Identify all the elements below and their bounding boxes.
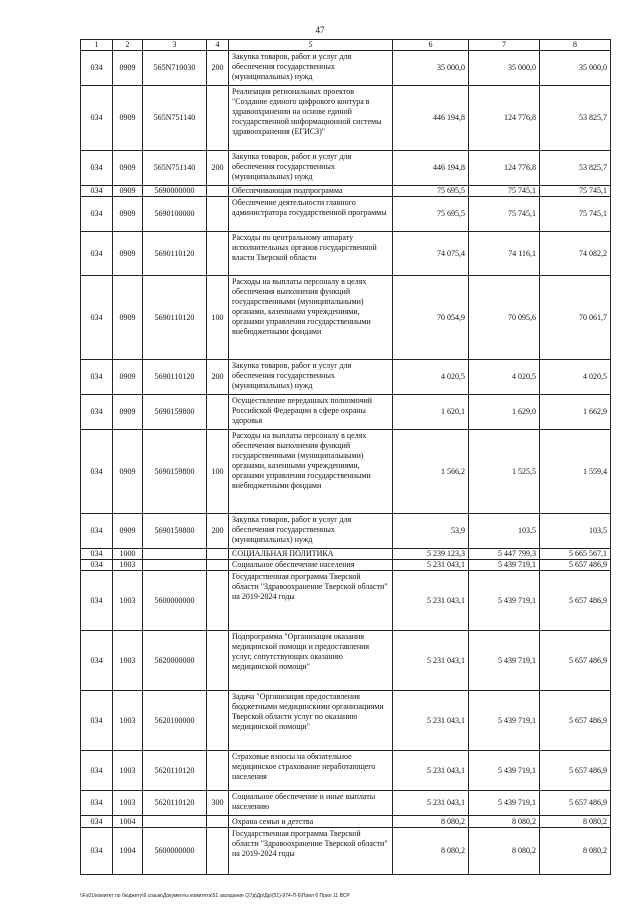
- cell-amount-year2: 8 080,2: [469, 816, 540, 828]
- table-row: [81, 751, 611, 791]
- cell-amount-year2: 5 439 719,1: [469, 751, 540, 791]
- cell-expense-type: [207, 631, 229, 691]
- cell-target-code: 5620110120: [143, 751, 207, 791]
- cell-admin-code: 034: [81, 571, 113, 631]
- table-row: [81, 430, 611, 514]
- cell-target-code: 565N751140: [143, 86, 207, 151]
- table-row: [81, 86, 611, 151]
- cell-amount-year3: 53 825,7: [540, 151, 611, 186]
- cell-expense-type: 300: [207, 791, 229, 816]
- cell-target-code: 5690159800: [143, 395, 207, 430]
- cell-amount-year2: 103,5: [469, 514, 540, 549]
- cell-admin-code: 034: [81, 791, 113, 816]
- cell-amount-year3: 5 657 486,9: [540, 631, 611, 691]
- cell-amount-year3: 8 080,2: [540, 828, 611, 875]
- cell-amount-year2: 35 000,0: [469, 51, 540, 86]
- cell-amount-year1: 53,9: [393, 514, 469, 549]
- cell-target-code: 5620000000: [143, 631, 207, 691]
- cell-amount-year3: 70 061,7: [540, 276, 611, 360]
- cell-amount-year1: 75 695,5: [393, 197, 469, 232]
- cell-name: Реализация региональных проектов "Создание единого цифрового контура в здравоохранении на основе единой государственной информационной системы здравоохранения (ЕГИСЗ)": [229, 86, 393, 151]
- cell-amount-year2: 70 095,6: [469, 276, 540, 360]
- cell-admin-code: 034: [81, 151, 113, 186]
- cell-amount-year3: 1 559,4: [540, 430, 611, 514]
- table-row: [81, 828, 611, 875]
- cell-target-code: 5620100000: [143, 691, 207, 751]
- table-row: [81, 197, 611, 232]
- cell-admin-code: 034: [81, 560, 113, 571]
- cell-section-code: 1003: [113, 691, 143, 751]
- cell-name: Государственная программа Тверской области "Здравоохранение Тверской области" на 2019-2024 годы: [229, 828, 393, 875]
- cell-section-code: 0909: [113, 360, 143, 395]
- cell-amount-year1: 5 231 043,1: [393, 631, 469, 691]
- cell-amount-year3: 35 000,0: [540, 51, 611, 86]
- cell-expense-type: [207, 571, 229, 631]
- cell-expense-type: 200: [207, 514, 229, 549]
- cell-admin-code: 034: [81, 514, 113, 549]
- cell-admin-code: 034: [81, 816, 113, 828]
- table-header-row: [81, 40, 611, 51]
- cell-admin-code: 034: [81, 691, 113, 751]
- cell-name: Закупка товаров, работ и услуг для обеспечения государственных (муниципальных) нужд: [229, 514, 393, 549]
- cell-name: Расходы на выплаты персоналу в целях обеспечения выполнения функций государственными (муниципальными) органами, казенными учреждениями, органами управления государственными внебюджетными фондами: [229, 430, 393, 514]
- cell-admin-code: 034: [81, 51, 113, 86]
- cell-target-code: 5600000000: [143, 571, 207, 631]
- cell-target-code: [143, 560, 207, 571]
- header-cell-5: 5: [229, 40, 393, 51]
- cell-amount-year3: 5 657 486,9: [540, 691, 611, 751]
- cell-amount-year1: 5 231 043,1: [393, 571, 469, 631]
- cell-expense-type: [207, 828, 229, 875]
- cell-name: Подпрограмма "Организация оказания медицинской помощи и предоставления услуг, сопутствующих оказанию медицинской помощи": [229, 631, 393, 691]
- cell-section-code: 1003: [113, 560, 143, 571]
- cell-amount-year2: 75 745,1: [469, 186, 540, 197]
- cell-expense-type: 200: [207, 360, 229, 395]
- cell-section-code: 1003: [113, 791, 143, 816]
- cell-section-code: 0909: [113, 51, 143, 86]
- cell-amount-year2: 124 776,8: [469, 86, 540, 151]
- table-row: [81, 151, 611, 186]
- cell-section-code: 1000: [113, 549, 143, 560]
- cell-section-code: 0909: [113, 276, 143, 360]
- cell-target-code: 5690110120: [143, 276, 207, 360]
- cell-amount-year3: 75 745,1: [540, 197, 611, 232]
- cell-section-code: 1003: [113, 631, 143, 691]
- cell-amount-year2: 5 439 719,1: [469, 791, 540, 816]
- cell-expense-type: [207, 560, 229, 571]
- table-body: [81, 40, 611, 875]
- cell-section-code: 0909: [113, 186, 143, 197]
- cell-target-code: 5690110120: [143, 360, 207, 395]
- cell-expense-type: [207, 395, 229, 430]
- table-row: [81, 360, 611, 395]
- cell-expense-type: 100: [207, 430, 229, 514]
- table-row: [81, 186, 611, 197]
- table-row: [81, 560, 611, 571]
- table-row: [81, 549, 611, 560]
- cell-name: Страховые взносы на обязательное медицинское страхование неработающего населения: [229, 751, 393, 791]
- cell-amount-year2: 5 439 719,1: [469, 571, 540, 631]
- cell-section-code: 1004: [113, 816, 143, 828]
- cell-name: Расходы на выплаты персоналу в целях обеспечения выполнения функций государственными (муниципальными) органами, казенными учреждениями, органами управления государственными внебюджетными фондами: [229, 276, 393, 360]
- cell-amount-year2: 5 439 719,1: [469, 560, 540, 571]
- cell-expense-type: [207, 232, 229, 276]
- cell-admin-code: 034: [81, 186, 113, 197]
- cell-admin-code: 034: [81, 828, 113, 875]
- cell-amount-year3: 5 657 486,9: [540, 751, 611, 791]
- cell-expense-type: [207, 197, 229, 232]
- cell-expense-type: [207, 549, 229, 560]
- cell-amount-year1: 74 075,4: [393, 232, 469, 276]
- table-row: [81, 571, 611, 631]
- table-row: [81, 232, 611, 276]
- cell-amount-year1: 1 566,2: [393, 430, 469, 514]
- cell-amount-year2: 1 629,0: [469, 395, 540, 430]
- cell-amount-year1: 35 000,0: [393, 51, 469, 86]
- cell-expense-type: [207, 186, 229, 197]
- cell-amount-year2: 8 080,2: [469, 828, 540, 875]
- cell-amount-year3: 103,5: [540, 514, 611, 549]
- cell-amount-year1: 8 080,2: [393, 816, 469, 828]
- cell-amount-year1: 446 194,8: [393, 151, 469, 186]
- table-row: [81, 691, 611, 751]
- cell-amount-year3: 5 657 486,9: [540, 571, 611, 631]
- cell-expense-type: [207, 691, 229, 751]
- cell-amount-year2: 75 745,1: [469, 197, 540, 232]
- cell-name: Социальное обеспечение и иные выплаты населению: [229, 791, 393, 816]
- cell-amount-year2: 1 525,5: [469, 430, 540, 514]
- cell-expense-type: 200: [207, 51, 229, 86]
- cell-amount-year2: 5 439 719,1: [469, 691, 540, 751]
- cell-target-code: 565N751140: [143, 151, 207, 186]
- page-number: 47: [315, 25, 325, 35]
- cell-amount-year1: 5 239 123,3: [393, 549, 469, 560]
- cell-amount-year1: 5 231 043,1: [393, 691, 469, 751]
- cell-amount-year2: 74 116,1: [469, 232, 540, 276]
- cell-amount-year1: 4 020,5: [393, 360, 469, 395]
- table-row: [81, 51, 611, 86]
- cell-amount-year1: 8 080,2: [393, 828, 469, 875]
- table-row: [81, 514, 611, 549]
- header-cell-4: 4: [207, 40, 229, 51]
- cell-admin-code: 034: [81, 86, 113, 151]
- table-row: [81, 276, 611, 360]
- cell-section-code: 0909: [113, 197, 143, 232]
- cell-amount-year3: 1 662,9: [540, 395, 611, 430]
- cell-target-code: 5690110120: [143, 232, 207, 276]
- cell-name: Социальное обеспечение населения: [229, 560, 393, 571]
- cell-name: Закупка товаров, работ и услуг для обеспечения государственных (муниципальных) нужд: [229, 151, 393, 186]
- cell-name: Государственная программа Тверской области "Здравоохранение Тверской области" на 2019-2024 годы: [229, 571, 393, 631]
- cell-expense-type: [207, 86, 229, 151]
- header-cell-8: 8: [540, 40, 611, 51]
- cell-amount-year2: 4 020,5: [469, 360, 540, 395]
- cell-amount-year2: 124 776,8: [469, 151, 540, 186]
- cell-section-code: 0909: [113, 86, 143, 151]
- cell-section-code: 0909: [113, 151, 143, 186]
- cell-target-code: [143, 549, 207, 560]
- cell-admin-code: 034: [81, 549, 113, 560]
- cell-admin-code: 034: [81, 631, 113, 691]
- cell-amount-year3: 74 082,2: [540, 232, 611, 276]
- budget-table: [80, 39, 611, 875]
- cell-amount-year2: 5 447 799,3: [469, 549, 540, 560]
- cell-section-code: 1003: [113, 751, 143, 791]
- cell-amount-year3: 5 665 567,1: [540, 549, 611, 560]
- cell-section-code: 1004: [113, 828, 143, 875]
- cell-amount-year3: 5 657 486,9: [540, 560, 611, 571]
- cell-admin-code: 034: [81, 395, 113, 430]
- cell-name: Охрана семьи и детства: [229, 816, 393, 828]
- header-cell-7: 7: [469, 40, 540, 51]
- cell-admin-code: 034: [81, 276, 113, 360]
- table-row: [81, 395, 611, 430]
- cell-target-code: [143, 816, 207, 828]
- cell-target-code: 565N710030: [143, 51, 207, 86]
- cell-amount-year1: 75 695,5: [393, 186, 469, 197]
- cell-expense-type: [207, 816, 229, 828]
- cell-target-code: 5690159800: [143, 430, 207, 514]
- cell-name: Задача "Организация предоставления бюджетными медицинскими организациями Тверской области услуг по оказанию медицинской помощи": [229, 691, 393, 751]
- cell-amount-year3: 8 080,2: [540, 816, 611, 828]
- cell-amount-year3: 53 825,7: [540, 86, 611, 151]
- cell-section-code: 0909: [113, 514, 143, 549]
- cell-section-code: 0909: [113, 395, 143, 430]
- cell-amount-year1: 446 194,8: [393, 86, 469, 151]
- cell-amount-year2: 5 439 719,1: [469, 631, 540, 691]
- cell-admin-code: 034: [81, 751, 113, 791]
- cell-target-code: 5690000000: [143, 186, 207, 197]
- table-row: [81, 631, 611, 691]
- cell-section-code: 1003: [113, 571, 143, 631]
- cell-name: Осуществление переданных полномочий Российской Федерации в сфере охраны здоровья: [229, 395, 393, 430]
- table-row: [81, 791, 611, 816]
- header-cell-1: 1: [81, 40, 113, 51]
- cell-section-code: 0909: [113, 430, 143, 514]
- cell-admin-code: 034: [81, 232, 113, 276]
- header-cell-6: 6: [393, 40, 469, 51]
- cell-name: Расходы по центральному аппарату исполнительных органов государственной власти Тверской области: [229, 232, 393, 276]
- cell-name: СОЦИАЛЬНАЯ ПОЛИТИКА: [229, 549, 393, 560]
- cell-admin-code: 034: [81, 360, 113, 395]
- cell-amount-year1: 5 231 043,1: [393, 751, 469, 791]
- cell-amount-year1: 1 620,1: [393, 395, 469, 430]
- cell-name: Обеспечение деятельности главного администратора государственной программы: [229, 197, 393, 232]
- cell-expense-type: 200: [207, 151, 229, 186]
- header-cell-2: 2: [113, 40, 143, 51]
- table-row: [81, 816, 611, 828]
- footer-file-path: \\Fs01\комитет по бюджету\6 созыв\Документы комитета\51 заседание (27д\Др\Др\(51)-974-П-6\Прил 6 Прил 11 ВСР: [80, 893, 350, 899]
- cell-target-code: 5620110120: [143, 791, 207, 816]
- cell-amount-year3: 5 657 486,9: [540, 791, 611, 816]
- cell-target-code: 5690100000: [143, 197, 207, 232]
- cell-amount-year1: 70 054,9: [393, 276, 469, 360]
- cell-admin-code: 034: [81, 430, 113, 514]
- cell-amount-year1: 5 231 043,1: [393, 791, 469, 816]
- cell-amount-year3: 4 020,5: [540, 360, 611, 395]
- cell-amount-year3: 75 745,1: [540, 186, 611, 197]
- cell-expense-type: [207, 751, 229, 791]
- cell-expense-type: 100: [207, 276, 229, 360]
- cell-admin-code: 034: [81, 197, 113, 232]
- cell-amount-year1: 5 231 043,1: [393, 560, 469, 571]
- cell-section-code: 0909: [113, 232, 143, 276]
- cell-name: Закупка товаров, работ и услуг для обеспечения государственных (муниципальных) нужд: [229, 51, 393, 86]
- cell-target-code: 5690159800: [143, 514, 207, 549]
- cell-name: Обеспечивающая подпрограмма: [229, 186, 393, 197]
- cell-target-code: 5600000000: [143, 828, 207, 875]
- header-cell-3: 3: [143, 40, 207, 51]
- cell-name: Закупка товаров, работ и услуг для обеспечения государственных (муниципальных) нужд: [229, 360, 393, 395]
